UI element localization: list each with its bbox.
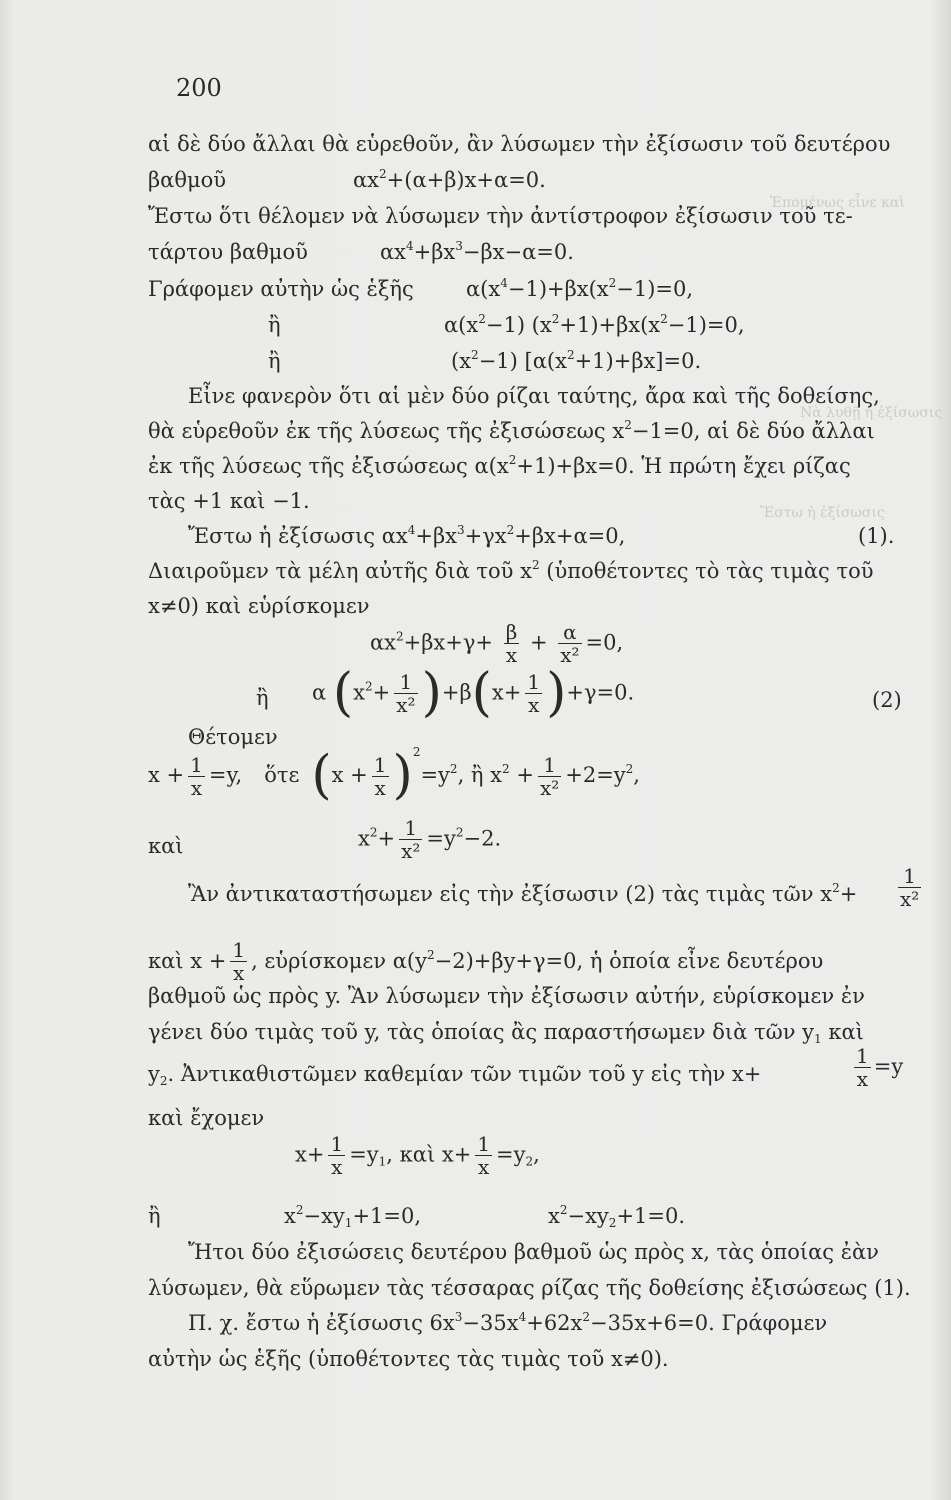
text-line	[188, 1310, 828, 1335]
eq-part: −1)=0,	[616, 277, 694, 301]
fraction	[328, 1134, 345, 1178]
text-fragment: +1)+βx=0. Ἡ πρώτη ἔχει ρίζας	[516, 454, 851, 478]
eq-part: x +	[331, 763, 368, 787]
text-line	[188, 523, 626, 548]
text-line	[188, 881, 858, 906]
fraction	[898, 866, 921, 910]
fraction	[230, 940, 247, 984]
denominator: x	[230, 961, 247, 984]
text-line: Γράφομεν αὐτὴν ὡς ἑξῆς	[148, 277, 414, 301]
eq-part: −xy	[303, 1204, 345, 1228]
equation	[284, 1203, 422, 1230]
eq-part: +1)+βx]=0.	[574, 349, 702, 373]
eq-part: −βx−α=0.	[462, 240, 574, 264]
eq-part: α(x	[444, 313, 479, 337]
equation	[380, 239, 574, 264]
exponent: 2	[506, 523, 515, 537]
eq-part: x+	[491, 680, 522, 705]
text-fragment: . Ἀντικαθιστῶμεν καθεμίαν τῶν τιμῶν τοῦ y εἰς τὴν x+	[167, 1062, 762, 1086]
eq-part: +2=y	[565, 763, 626, 787]
numerator: 1	[190, 752, 203, 777]
text-line: ἢ	[148, 1204, 161, 1228]
exponent: 2	[455, 825, 464, 840]
text-fragment: , εὑρίσκομεν α(y	[251, 949, 427, 973]
numerator: β	[505, 620, 518, 644]
exponent: 2	[369, 825, 378, 840]
fraction	[394, 672, 417, 716]
eq-part: x	[353, 680, 366, 705]
eq-part: , ἢ x	[457, 763, 503, 787]
exponent: 2	[502, 762, 510, 776]
denominator: x²	[900, 887, 920, 911]
text-fragment: +62x	[526, 1311, 583, 1335]
fraction	[188, 752, 205, 800]
text-line: ἢ	[268, 349, 281, 373]
exponent: 2	[582, 1310, 591, 1324]
eq-part: , καὶ x+	[386, 1142, 472, 1167]
numerator: 1	[543, 752, 556, 777]
equation-number: (1).	[858, 524, 895, 548]
text-line: Ἔστω ὅτι θέλομεν νὰ λύσωμεν τὴν ἀντίστροφον ἐξίσωσιν τοῦ τε-	[148, 204, 853, 228]
eq-part: =y	[420, 763, 450, 787]
equation	[898, 866, 921, 910]
eq-part: ὅτε	[264, 763, 300, 787]
eq-part: α(x	[466, 277, 501, 301]
subscript: 2	[525, 1154, 534, 1169]
eq-part: +1=0.	[616, 1204, 686, 1228]
eq-part: =y	[496, 1142, 526, 1167]
eq-part: −1)+βx(x	[507, 277, 609, 301]
numerator: 1	[404, 816, 418, 840]
exponent: 2	[608, 276, 617, 290]
denominator: x	[854, 1067, 871, 1090]
equation	[854, 1046, 903, 1090]
text-line: λύσωμεν, θὰ εὕρωμεν τὰς τέσσαρας ρίζας τῆς δοθείσης ἐξισώσεως (1).	[148, 1276, 911, 1300]
text-line: αὐτὴν ὡς ἑξῆς (ὑποθέτοντες τὰς τιμὰς τοῦ x≠0).	[148, 1347, 669, 1371]
text-fragment: −1=0, αἱ δὲ δύο ἄλλαι	[631, 419, 875, 443]
exponent: 2	[449, 762, 458, 776]
text-line	[148, 940, 823, 984]
text-line: καὶ ἔχομεν	[148, 1106, 265, 1130]
exponent: 2	[478, 312, 486, 326]
subscript: 1	[814, 1032, 822, 1046]
equation-number: (2)	[872, 688, 902, 712]
eq-part: −2.	[463, 826, 502, 851]
bleed-through-text: Ἐπομένως εἶνε καὶ	[770, 195, 905, 211]
exponent: 3	[454, 1310, 463, 1324]
text-line: Εἶνε φανερὸν ὅτι αἱ μὲν δύο ρίζαι ταύτης, ἄρα καὶ τῆς δοθείσης,	[188, 384, 880, 408]
eq-part: =y	[349, 1142, 379, 1167]
exponent: 2	[559, 1203, 568, 1217]
exponent: 2	[531, 558, 540, 572]
numerator: 1	[399, 670, 413, 694]
eq-part: x	[548, 1204, 560, 1228]
text-fragment: γένει δύο τιμὰς τοῦ y, τὰς ὁποίας ἂς παραστήσωμεν διὰ τῶν y	[148, 1020, 815, 1044]
eq-part: +γ=0.	[566, 680, 635, 705]
equation	[444, 312, 745, 337]
denominator: x²	[539, 775, 560, 800]
exponent: 2	[551, 312, 560, 326]
eq-part: +	[529, 630, 548, 655]
text-fragment: −2)+βy+γ=0, ἡ ὁποία εἶνε δευτέρου	[434, 949, 824, 973]
text-fragment: Διαιροῦμεν τὰ μέλη αὐτῆς διὰ τοῦ x	[148, 559, 532, 583]
text-line: Θέτομεν	[188, 725, 278, 749]
text-line	[148, 453, 851, 478]
text-fragment: καὶ x +	[148, 949, 227, 973]
fraction	[475, 1134, 492, 1178]
equation	[370, 622, 623, 666]
text-fragment: +	[839, 882, 858, 906]
exponent: 3	[456, 523, 465, 537]
numerator: 1	[330, 1132, 344, 1156]
eq-part: =y	[873, 1054, 904, 1079]
exponent: 2	[832, 881, 840, 895]
fraction	[372, 752, 389, 800]
fraction	[525, 672, 542, 716]
denominator: x	[504, 643, 520, 666]
numerator: 1	[373, 752, 387, 777]
exponent: 2	[426, 948, 435, 962]
eq-part: +	[509, 763, 534, 787]
text-fragment: −35x+6=0. Γράφομεν	[590, 1311, 828, 1335]
text-line	[148, 1020, 864, 1046]
eq-part: =y,	[208, 763, 243, 787]
eq-part: +βx+γ+	[403, 630, 493, 655]
left-paren: (	[332, 663, 354, 724]
eq-part: +βx	[413, 240, 456, 264]
numerator: α	[563, 620, 577, 644]
eq-part: +	[377, 826, 396, 851]
fraction	[504, 622, 520, 666]
eq-part: x+	[295, 1142, 325, 1167]
eq-part: x +	[148, 763, 185, 787]
exponent: 2	[566, 348, 575, 362]
denominator: x²	[401, 839, 421, 863]
eq-part: ,	[533, 1142, 540, 1167]
exponent: 4	[407, 523, 416, 537]
exponent: 2	[625, 762, 634, 776]
text-line	[148, 418, 875, 443]
numerator: 1	[232, 938, 246, 962]
equation	[312, 663, 635, 724]
eq-part: x	[284, 1204, 296, 1228]
exponent: 2	[508, 453, 517, 467]
text-fragment: καὶ	[821, 1020, 864, 1044]
numerator: 1	[903, 864, 917, 888]
text-line: ἢ	[256, 686, 269, 710]
exponent: 2	[412, 745, 421, 759]
subscript: 2	[159, 1074, 168, 1088]
denominator: x	[475, 1155, 492, 1178]
right-paren: )	[546, 663, 567, 724]
exponent: 3	[455, 239, 463, 253]
denominator: x	[372, 776, 389, 799]
exponent: 2	[379, 167, 387, 181]
eq-part: −xy	[567, 1204, 609, 1228]
eq-part: αx	[370, 630, 397, 655]
exponent: 4	[518, 1310, 527, 1324]
equation	[353, 167, 546, 192]
eq-part: +	[372, 680, 391, 705]
eq-part: (x	[451, 349, 472, 373]
right-paren: )	[392, 745, 413, 806]
numerator: 1	[477, 1132, 491, 1156]
exponent: 2	[624, 418, 632, 432]
fraction	[399, 818, 422, 862]
eq-part: x	[358, 826, 370, 851]
eq-part: ,	[633, 763, 640, 787]
subscript: 2	[608, 1216, 617, 1230]
eq-part: −1) (x	[485, 313, 552, 337]
equation	[148, 745, 640, 806]
text-fragment: θὰ εὑρεθοῦν ἐκ τῆς λύσεως τῆς ἐξισώσεως x	[148, 419, 625, 443]
eq-part: +(α+β)x+α=0.	[386, 168, 546, 192]
text-line	[148, 558, 874, 583]
text-fragment: (ὑποθέτοντες τὸ τὰς τιμὰς τοῦ	[539, 559, 874, 583]
text-fragment: Π. χ. ἔστω ἡ ἐξίσωσις 6x	[188, 1311, 455, 1335]
text-line: αἱ δὲ δύο ἄλλαι θὰ εὑρεθοῦν, ἂν λύσωμεν τὴν ἐξίσωσιν τοῦ δευτέρου	[148, 132, 891, 156]
page-number: 200	[176, 74, 222, 102]
equation	[295, 1134, 540, 1178]
text-line	[148, 170, 226, 191]
eq-part: −1) [α(x	[478, 349, 567, 373]
exponent: 2	[365, 679, 373, 694]
text-fragment: +βx	[415, 524, 457, 548]
denominator: x	[328, 1155, 345, 1178]
fraction	[854, 1046, 871, 1090]
text-line: τάρτου βαθμοῦ	[148, 240, 308, 264]
eq-part: =0,	[585, 630, 624, 655]
text-fragment: −35x	[462, 1311, 519, 1335]
exponent: 2	[295, 1203, 304, 1217]
denominator: x²	[396, 693, 416, 717]
text-line: x≠0) καὶ εὑρίσκομεν	[148, 594, 370, 618]
denominator: x²	[560, 643, 580, 667]
eq-part: +β	[441, 680, 472, 705]
left-paren: (	[311, 745, 332, 806]
text-fragment: +βx+α=0,	[514, 524, 626, 548]
bleed-through-text: Ἔστω ἡ ἐξίσωσις	[760, 505, 885, 521]
text-line: Ἤτοι δύο ἐξισώσεις δευτέρου βαθμοῦ ὡς πρὸς x, τὰς ὁποίας ἐὰν	[188, 1240, 879, 1264]
bleed-through-text: Νὰ λυθῇ ἡ ἐξίσωσις	[800, 405, 943, 421]
fraction	[538, 752, 561, 800]
text-fragment: y	[148, 1062, 160, 1086]
left-paren: (	[471, 663, 492, 724]
text-fragment: ἐκ τῆς λύσεως τῆς ἐξισώσεως α(x	[148, 454, 509, 478]
subscript: 1	[344, 1216, 353, 1230]
fraction	[558, 622, 581, 666]
text-line: τὰς +1 καὶ −1.	[148, 489, 310, 513]
eq-part: −1)=0,	[667, 313, 745, 337]
text-fragment: +γx	[464, 524, 507, 548]
text-line: ἢ	[268, 313, 281, 337]
equation	[358, 818, 501, 862]
equation	[466, 276, 694, 301]
eq-part: α	[312, 680, 327, 705]
subscript: 1	[378, 1154, 387, 1169]
eq-part: +1)+βx(x	[559, 313, 661, 337]
text-line	[148, 1062, 762, 1088]
eq-part: =y	[426, 826, 456, 851]
denominator: x	[525, 693, 542, 716]
exponent: 4	[500, 276, 508, 290]
exponent: 2	[396, 629, 404, 644]
equation	[548, 1203, 686, 1230]
denominator: x	[188, 776, 205, 799]
equation	[451, 348, 702, 373]
numerator: 1	[527, 670, 541, 694]
numerator: 1	[856, 1044, 869, 1068]
exponent: 4	[406, 239, 414, 253]
eq-part: αx	[353, 168, 380, 192]
text-fragment: Ἔστω ἡ ἐξίσωσις αx	[188, 524, 408, 548]
text-fragment: Ἂν ἀντικαταστήσωμεν εἰς τὴν ἐξίσωσιν (2) τὰς τιμὰς τῶν x	[188, 882, 833, 906]
eq-part: +1=0,	[352, 1204, 422, 1228]
text-line: καὶ	[148, 834, 184, 858]
eq-part: αx	[380, 240, 407, 264]
right-paren: )	[421, 663, 442, 724]
exponent: 2	[471, 348, 479, 362]
text-line: βαθμοῦ ὡς πρὸς y. Ἂν λύσωμεν τὴν ἐξίσωσιν αὐτήν, εὑρίσκομεν ἐν	[148, 984, 865, 1008]
exponent: 2	[660, 312, 668, 326]
text-fragment: βαθμοῦ	[148, 168, 227, 192]
